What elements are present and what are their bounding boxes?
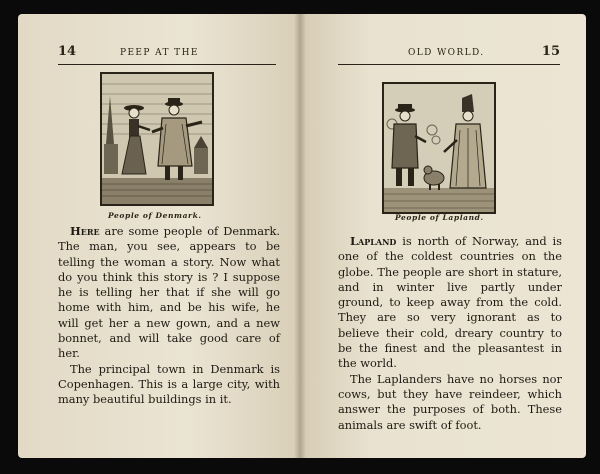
lapland-illustration — [382, 82, 496, 214]
right-body-text — [338, 234, 562, 433]
left-running-head: PEEP AT THE — [120, 48, 199, 58]
right-running-header — [338, 46, 560, 65]
left-paragraph-body: are some people of Denmark. The man, you see, appears to be telling the woman a story. Now what do you think this story is ? I suppose he is telling her that if she will go home with him, and be his wife, he will get her a new gown, and a new bonnet, and will take good care of her. — [58, 224, 280, 361]
left-caption: People of Denmark. — [108, 211, 202, 220]
right-page-number: 15 — [541, 44, 560, 59]
right-running-head: OLD WORLD. — [408, 48, 485, 58]
left-paragraph-lead: Here — [70, 224, 100, 238]
right-caption: People of Lapland. — [395, 213, 484, 222]
right-paragraph — [338, 372, 562, 433]
left-page — [18, 14, 300, 458]
denmark-illustration — [100, 72, 214, 206]
left-page-number: 14 — [58, 44, 77, 59]
left-running-header — [58, 46, 276, 65]
right-paragraph-lead: Lapland — [350, 234, 397, 248]
right-page — [300, 14, 586, 458]
open-book — [18, 14, 586, 458]
right-paragraph — [338, 234, 562, 372]
right-paragraph-body: The Laplanders have no horses nor cows, but they have reindeer, which answer the purposes of both. These animals are swift of foot. — [338, 371, 562, 432]
left-paragraph — [58, 362, 280, 408]
book-gutter — [294, 14, 306, 458]
left-paragraph-body: The principal town in Denmark is Copenhagen. This is a large city, with many beautiful buildings in it. — [58, 361, 280, 407]
left-body-text — [58, 224, 280, 408]
right-paragraph-body: is north of Norway, and is one of the coldest countries on the globe. The people are short in stature, and in winter live partly under ground, to keep away from the cold. They are so very ignorant as to believe their cold, dreary country to be the finest and the pleasantest in the world. — [338, 234, 562, 371]
left-paragraph — [58, 224, 280, 362]
